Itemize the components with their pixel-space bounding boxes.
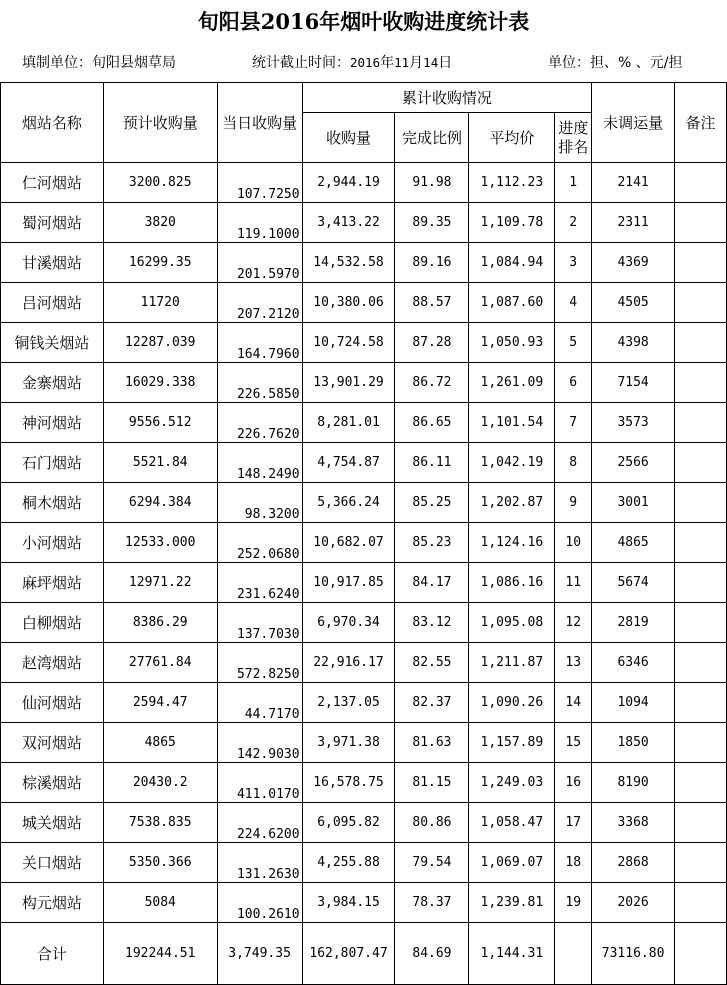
cell-pending: 3573 — [592, 403, 675, 443]
cell-avg-price: 1,101.54 — [469, 403, 555, 443]
cell-pending: 2141 — [592, 163, 675, 203]
cell-pending: 2311 — [592, 203, 675, 243]
cell-remark — [675, 883, 727, 923]
cell-volume: 8,281.01 — [302, 403, 395, 443]
cell-pending: 2566 — [592, 443, 675, 483]
cell-ratio: 83.12 — [395, 603, 469, 643]
cell-volume: 6,095.82 — [302, 803, 395, 843]
cell-planned: 5084 — [103, 883, 217, 923]
cell-daily: 100.2610 — [217, 883, 302, 923]
cell-ratio: 86.11 — [395, 443, 469, 483]
cell-daily: 107.7250 — [217, 163, 302, 203]
header-rank: 进度排名 — [555, 113, 592, 163]
cell-volume: 3,984.15 — [302, 883, 395, 923]
header-ratio: 完成比例 — [395, 113, 469, 163]
cell-volume: 10,380.06 — [302, 283, 395, 323]
cell-ratio: 89.35 — [395, 203, 469, 243]
cell-rank: 19 — [555, 883, 592, 923]
cell-volume: 6,970.34 — [302, 603, 395, 643]
cell-remark — [675, 203, 727, 243]
cell-pending: 7154 — [592, 363, 675, 403]
cell-remark — [675, 723, 727, 763]
cell-rank: 18 — [555, 843, 592, 883]
cell-ratio: 80.86 — [395, 803, 469, 843]
cell-daily: 226.7620 — [217, 403, 302, 443]
cell-remark — [675, 643, 727, 683]
cell-rank: 17 — [555, 803, 592, 843]
cell-pending: 3001 — [592, 483, 675, 523]
table-row — [1, 403, 727, 443]
cell-ratio: 84.69 — [395, 923, 469, 985]
cell-planned: 5350.366 — [103, 843, 217, 883]
cell-ratio: 79.54 — [395, 843, 469, 883]
cell-rank: 8 — [555, 443, 592, 483]
table-row — [1, 683, 727, 723]
cell-station-name: 城关烟站 — [1, 803, 104, 843]
cell-remark — [675, 803, 727, 843]
cell-remark — [675, 523, 727, 563]
cell-station-name: 合计 — [1, 923, 104, 985]
cutoff-month-unit: 月 — [409, 55, 424, 71]
cell-planned: 3200.825 — [103, 163, 217, 203]
cell-ratio: 91.98 — [395, 163, 469, 203]
cell-planned: 9556.512 — [103, 403, 217, 443]
cell-avg-price: 1,239.81 — [469, 883, 555, 923]
cell-planned: 12971.22 — [103, 563, 217, 603]
table-row — [1, 323, 727, 363]
header-pending: 未调运量 — [592, 83, 675, 163]
cell-daily: 137.7030 — [217, 603, 302, 643]
header-planned: 预计收购量 — [103, 83, 217, 163]
cell-pending: 2819 — [592, 603, 675, 643]
cell-ratio: 81.63 — [395, 723, 469, 763]
cell-pending: 4369 — [592, 243, 675, 283]
cell-volume: 4,255.88 — [302, 843, 395, 883]
cell-avg-price: 1,095.08 — [469, 603, 555, 643]
total-row — [1, 923, 727, 985]
cell-rank: 7 — [555, 403, 592, 443]
cutoff-time-prefix: 统计截止时间： — [252, 55, 350, 71]
cell-daily: 142.9030 — [217, 723, 302, 763]
cell-planned: 5521.84 — [103, 443, 217, 483]
table-row — [1, 563, 727, 603]
cell-daily: 3,749.35 — [217, 923, 302, 985]
table-row — [1, 603, 727, 643]
cell-avg-price: 1,090.26 — [469, 683, 555, 723]
cell-pending: 4865 — [592, 523, 675, 563]
cell-remark — [675, 603, 727, 643]
cell-pending: 8190 — [592, 763, 675, 803]
cutoff-year-unit: 年 — [380, 55, 395, 71]
cell-ratio: 87.28 — [395, 323, 469, 363]
cell-volume: 2,137.05 — [302, 683, 395, 723]
cell-daily: 231.6240 — [217, 563, 302, 603]
cell-daily: 119.1000 — [217, 203, 302, 243]
cell-ratio: 84.17 — [395, 563, 469, 603]
cell-ratio: 85.25 — [395, 483, 469, 523]
table-row — [1, 643, 727, 683]
cell-volume: 16,578.75 — [302, 763, 395, 803]
page-title: 旬阳县2016年烟叶收购进度统计表 — [197, 9, 530, 34]
cell-volume: 14,532.58 — [302, 243, 395, 283]
cell-rank: 10 — [555, 523, 592, 563]
cell-avg-price: 1,112.23 — [469, 163, 555, 203]
cell-remark — [675, 923, 727, 985]
cell-volume: 162,807.47 — [302, 923, 395, 985]
header-avg-price: 平均价 — [469, 113, 555, 163]
header-remark: 备注 — [675, 83, 727, 163]
cell-station-name: 棕溪烟站 — [1, 763, 104, 803]
cell-avg-price: 1,144.31 — [469, 923, 555, 985]
cutoff-month: 11 — [394, 55, 410, 70]
cell-ratio: 86.65 — [395, 403, 469, 443]
cell-daily: 411.0170 — [217, 763, 302, 803]
cell-volume: 13,901.29 — [302, 363, 395, 403]
cell-pending: 1094 — [592, 683, 675, 723]
cell-avg-price: 1,086.16 — [469, 563, 555, 603]
cell-volume: 4,754.87 — [302, 443, 395, 483]
cell-rank: 11 — [555, 563, 592, 603]
cell-avg-price: 1,050.93 — [469, 323, 555, 363]
cell-remark — [675, 283, 727, 323]
cell-daily: 148.2490 — [217, 443, 302, 483]
cell-ratio: 89.16 — [395, 243, 469, 283]
cell-remark — [675, 403, 727, 443]
cell-daily: 207.2120 — [217, 283, 302, 323]
cell-avg-price: 1,249.03 — [469, 763, 555, 803]
cell-ratio: 81.15 — [395, 763, 469, 803]
cell-station-name: 关口烟站 — [1, 843, 104, 883]
cell-avg-price: 1,109.78 — [469, 203, 555, 243]
cell-remark — [675, 443, 727, 483]
cell-rank: 13 — [555, 643, 592, 683]
table-row — [1, 363, 727, 403]
cell-rank: 1 — [555, 163, 592, 203]
cell-rank: 6 — [555, 363, 592, 403]
cell-planned: 192244.51 — [103, 923, 217, 985]
cell-avg-price: 1,069.07 — [469, 843, 555, 883]
cutoff-day: 14 — [423, 55, 439, 70]
cell-daily: 252.0680 — [217, 523, 302, 563]
cell-daily: 98.3200 — [217, 483, 302, 523]
cell-volume: 10,724.58 — [302, 323, 395, 363]
cell-rank: 15 — [555, 723, 592, 763]
cell-volume: 3,413.22 — [302, 203, 395, 243]
cell-station-name: 甘溪烟站 — [1, 243, 104, 283]
cell-pending: 4398 — [592, 323, 675, 363]
cutoff-time — [252, 44, 452, 82]
table-row — [1, 723, 727, 763]
cell-station-name: 麻坪烟站 — [1, 563, 104, 603]
cell-volume: 22,916.17 — [302, 643, 395, 683]
header-volume: 收购量 — [302, 113, 395, 163]
cell-daily: 131.2630 — [217, 843, 302, 883]
cell-volume: 3,971.38 — [302, 723, 395, 763]
cell-avg-price: 1,261.09 — [469, 363, 555, 403]
cell-remark — [675, 163, 727, 203]
table-row — [1, 763, 727, 803]
cell-pending: 6346 — [592, 643, 675, 683]
cell-volume: 2,944.19 — [302, 163, 395, 203]
cell-pending: 73116.80 — [592, 923, 675, 985]
table-row — [1, 483, 727, 523]
header-station-name: 烟站名称 — [1, 83, 104, 163]
cell-avg-price: 1,087.60 — [469, 283, 555, 323]
table-row — [1, 803, 727, 843]
cell-volume: 10,917.85 — [302, 563, 395, 603]
cell-pending: 3368 — [592, 803, 675, 843]
cell-planned: 12533.000 — [103, 523, 217, 563]
header-cumulative: 累计收购情况 — [302, 83, 592, 113]
cell-station-name: 桐木烟站 — [1, 483, 104, 523]
cell-planned: 16029.338 — [103, 363, 217, 403]
cell-avg-price: 1,084.94 — [469, 243, 555, 283]
cell-ratio: 86.72 — [395, 363, 469, 403]
cell-planned: 12287.039 — [103, 323, 217, 363]
table-row — [1, 443, 727, 483]
cell-station-name: 赵湾烟站 — [1, 643, 104, 683]
cell-daily: 164.7960 — [217, 323, 302, 363]
cell-pending: 4505 — [592, 283, 675, 323]
cell-avg-price: 1,124.16 — [469, 523, 555, 563]
cell-planned: 16299.35 — [103, 243, 217, 283]
cell-station-name: 石门烟站 — [1, 443, 104, 483]
cell-daily: 224.6200 — [217, 803, 302, 843]
cutoff-year: 2016 — [350, 55, 381, 70]
table-row — [1, 203, 727, 243]
filing-unit: 填制单位：旬阳县烟草局 — [22, 55, 176, 71]
unit-legend: 单位：担、% 、元/担 — [548, 55, 683, 71]
cell-rank: 12 — [555, 603, 592, 643]
cell-ratio: 78.37 — [395, 883, 469, 923]
cell-pending: 2026 — [592, 883, 675, 923]
cell-station-name: 仁河烟站 — [1, 163, 104, 203]
cell-volume: 10,682.07 — [302, 523, 395, 563]
cell-station-name: 神河烟站 — [1, 403, 104, 443]
table-row — [1, 843, 727, 883]
cell-avg-price: 1,042.19 — [469, 443, 555, 483]
cell-planned: 4865 — [103, 723, 217, 763]
table-row — [1, 883, 727, 923]
cell-planned: 7538.835 — [103, 803, 217, 843]
cell-ratio: 82.55 — [395, 643, 469, 683]
cell-station-name: 白柳烟站 — [1, 603, 104, 643]
cell-station-name: 仙河烟站 — [1, 683, 104, 723]
cell-planned: 2594.47 — [103, 683, 217, 723]
cell-remark — [675, 323, 727, 363]
cell-planned: 3820 — [103, 203, 217, 243]
cell-station-name: 蜀河烟站 — [1, 203, 104, 243]
header-daily: 当日收购量 — [217, 83, 302, 163]
cell-rank: 9 — [555, 483, 592, 523]
cell-rank: 3 — [555, 243, 592, 283]
cell-rank: 14 — [555, 683, 592, 723]
cell-rank: 16 — [555, 763, 592, 803]
cell-planned: 20430.2 — [103, 763, 217, 803]
cell-ratio: 82.37 — [395, 683, 469, 723]
cell-pending: 2868 — [592, 843, 675, 883]
cell-pending: 5674 — [592, 563, 675, 603]
cell-remark — [675, 563, 727, 603]
cell-remark — [675, 483, 727, 523]
cell-rank: 4 — [555, 283, 592, 323]
table-row — [1, 523, 727, 563]
cell-station-name: 构元烟站 — [1, 883, 104, 923]
purchase-progress-table — [0, 82, 727, 985]
cell-remark — [675, 363, 727, 403]
cell-remark — [675, 683, 727, 723]
cell-avg-price: 1,202.87 — [469, 483, 555, 523]
cell-daily: 44.7170 — [217, 683, 302, 723]
cell-ratio: 88.57 — [395, 283, 469, 323]
cell-avg-price: 1,157.89 — [469, 723, 555, 763]
cell-planned: 8386.29 — [103, 603, 217, 643]
cell-volume: 5,366.24 — [302, 483, 395, 523]
table-row — [1, 283, 727, 323]
cell-rank: 5 — [555, 323, 592, 363]
cell-station-name: 吕河烟站 — [1, 283, 104, 323]
cell-remark — [675, 763, 727, 803]
cell-daily: 226.5850 — [217, 363, 302, 403]
cell-planned: 6294.384 — [103, 483, 217, 523]
cell-remark — [675, 243, 727, 283]
cell-station-name: 金寨烟站 — [1, 363, 104, 403]
table-row — [1, 163, 727, 203]
cell-avg-price: 1,058.47 — [469, 803, 555, 843]
cell-remark — [675, 843, 727, 883]
cell-daily: 201.5970 — [217, 243, 302, 283]
table-row — [1, 243, 727, 283]
cell-planned: 11720 — [103, 283, 217, 323]
cell-rank: 2 — [555, 203, 592, 243]
cell-planned: 27761.84 — [103, 643, 217, 683]
cell-avg-price: 1,211.87 — [469, 643, 555, 683]
cutoff-day-unit: 日 — [438, 55, 453, 71]
cell-pending: 1850 — [592, 723, 675, 763]
cell-station-name: 小河烟站 — [1, 523, 104, 563]
cell-station-name: 铜钱关烟站 — [1, 323, 104, 363]
cell-station-name: 双河烟站 — [1, 723, 104, 763]
cell-daily: 572.8250 — [217, 643, 302, 683]
cell-ratio: 85.23 — [395, 523, 469, 563]
cell-rank — [555, 923, 592, 985]
